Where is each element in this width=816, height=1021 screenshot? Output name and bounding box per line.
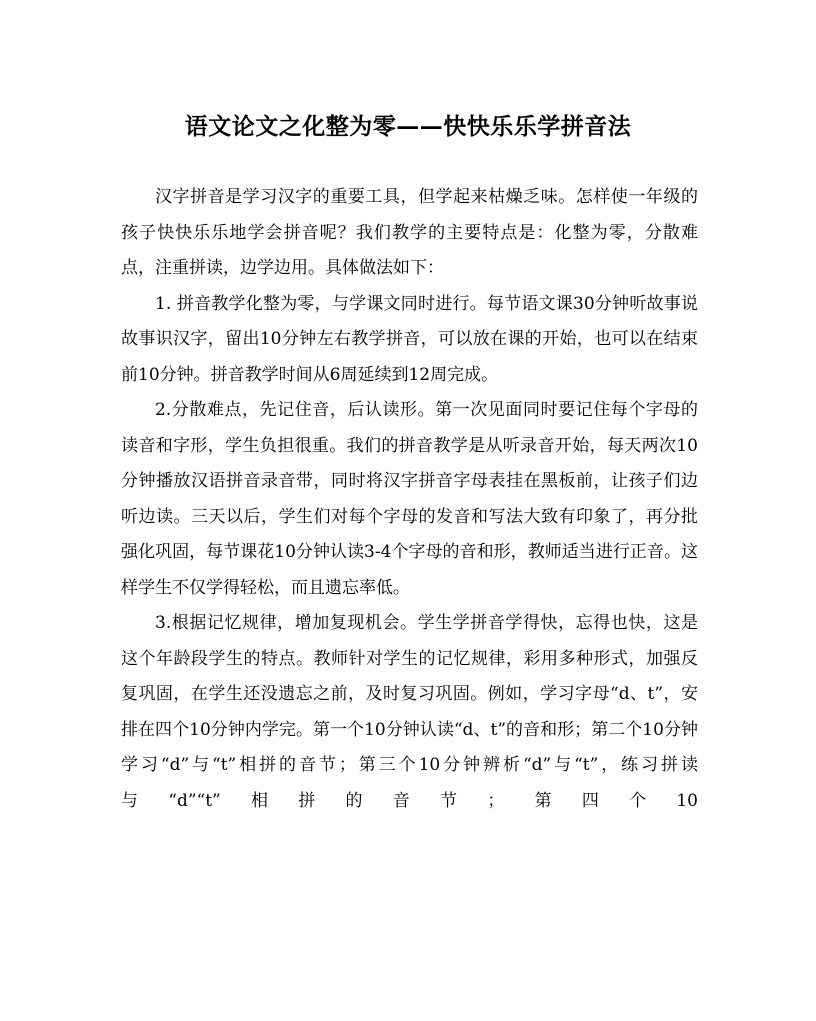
paragraph-point-1: 1. 拼音教学化整为零，与学课文同时进行。每节语文课30分钟听故事说故事识汉字，留出10分钟左右教学拼音，可以放在课的开始，也可以在结束前10分钟。拼音教学时间从6周延续到12周完成。	[121, 293, 698, 385]
document-body	[121, 180, 698, 819]
document-title: 语文论文之化整为零——快快乐乐学拼音法	[184, 113, 632, 140]
paragraph-intro: 汉字拼音是学习汉字的重要工具，但学起来枯燥乏味。怎样使一年级的孩子快快乐乐地学会拼音呢？我们教学的主要特点是：化整为零，分散难点，注重拼读，边学边用。具体做法如下：	[121, 187, 698, 278]
paragraph-point-3: 3.根据记忆规律，增加复现机会。学生学拼音学得快，忘得也快，这是这个年龄段学生的特点。教师针对学生的记忆规律，彩用多种形式，加强反复巩固，在学生还没遗忘之前，及时复习巩固。例如，学习字母“d、t”，安排在四个10分钟内学完。第一个10分钟认读“d、t”的音和形；第二个10分钟学习“d”与“t”相拼的音节；第三个10分钟辨析“d”与“t”，练习拼读与“d”“t”相拼的音节；第四个10	[121, 613, 698, 811]
paragraph-point-2: 2.分散难点，先记住音，后认读形。第一次见面同时要记住每个字母的读音和字形，学生负担很重。我们的拼音教学是从听录音开始，每天两次10分钟播放汉语拼音录音带，同时将汉字拼音字母表挂在黑板前，让孩子们边听边读。三天以后，学生们对每个字母的发音和写法大致有印象了，再分批强化巩固，每节课花10分钟认读3-4个字母的音和形，教师适当进行正音。这样学生不仅学得轻松，而且遗忘率低。	[121, 400, 698, 598]
